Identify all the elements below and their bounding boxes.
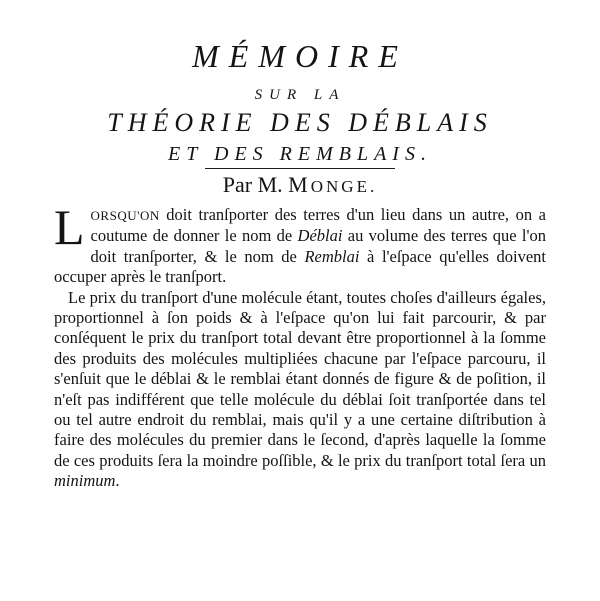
byline-prefix: Par M.: [222, 172, 283, 197]
author-name-rest: ONGE.: [310, 177, 378, 196]
author-initial: M: [288, 172, 311, 197]
term-remblai: Remblai: [304, 246, 360, 266]
paragraph-1: [54, 199, 546, 288]
body-text: [54, 199, 546, 492]
term-minimum: minimum: [54, 471, 116, 491]
paragraph-1-text-a: doit tranſporter des terres d'un lieu dans un autre, on a coutume de donner le nom de: [90, 205, 546, 246]
drop-cap: L: [54, 199, 85, 255]
paragraph-1-text-c: à l'eſpace qu'elles doivent occuper après le tranſport.: [54, 246, 546, 287]
title-subject: THÉORIE DES DÉBLAIS: [107, 108, 493, 137]
opening-word: ORSQU'ON: [90, 208, 160, 223]
memoir-title: MÉMOIRE: [192, 38, 408, 74]
title-divider: [205, 168, 395, 169]
paragraph-2-text-a: Le prix du tranſport d'une molécule étant, toutes choſes d'ailleurs égales, proportionnel à ſon poids & à l'eſpace qu'on lui fait parcourir, & par conſéquent le prix du tranſport total devant être proportionnel à la ſomme des produits des molécules multipliées chacune par l'eſpace parcouru, il s'enſuit que le déblai & le remblai étant donnés de figure & de poſition, il n'eſt pas indifférent que telle molécule du déblai ſoit tranſportée dans tel ou tel autre endroit du remblai, mais qu'il y a une certaine diſtribution à faire des molécules du premier dans le ſecond, d'après laquelle la ſomme de ces produits ſera la moindre poſſible, & le prix du tranſport total ſera un: [54, 287, 546, 470]
author-byline: [0, 171, 600, 201]
term-deblai: Déblai: [297, 226, 343, 246]
title-sur-la: SUR LA: [254, 87, 346, 103]
title-subject-continued: ET DES REMBLAIS.: [168, 143, 432, 165]
paragraph-1-text-b: au volume des terres que l'on doit tranſporter, & le nom de: [90, 226, 546, 266]
paragraph-2-text-b: .: [115, 471, 120, 491]
paragraph-2: [54, 288, 546, 492]
